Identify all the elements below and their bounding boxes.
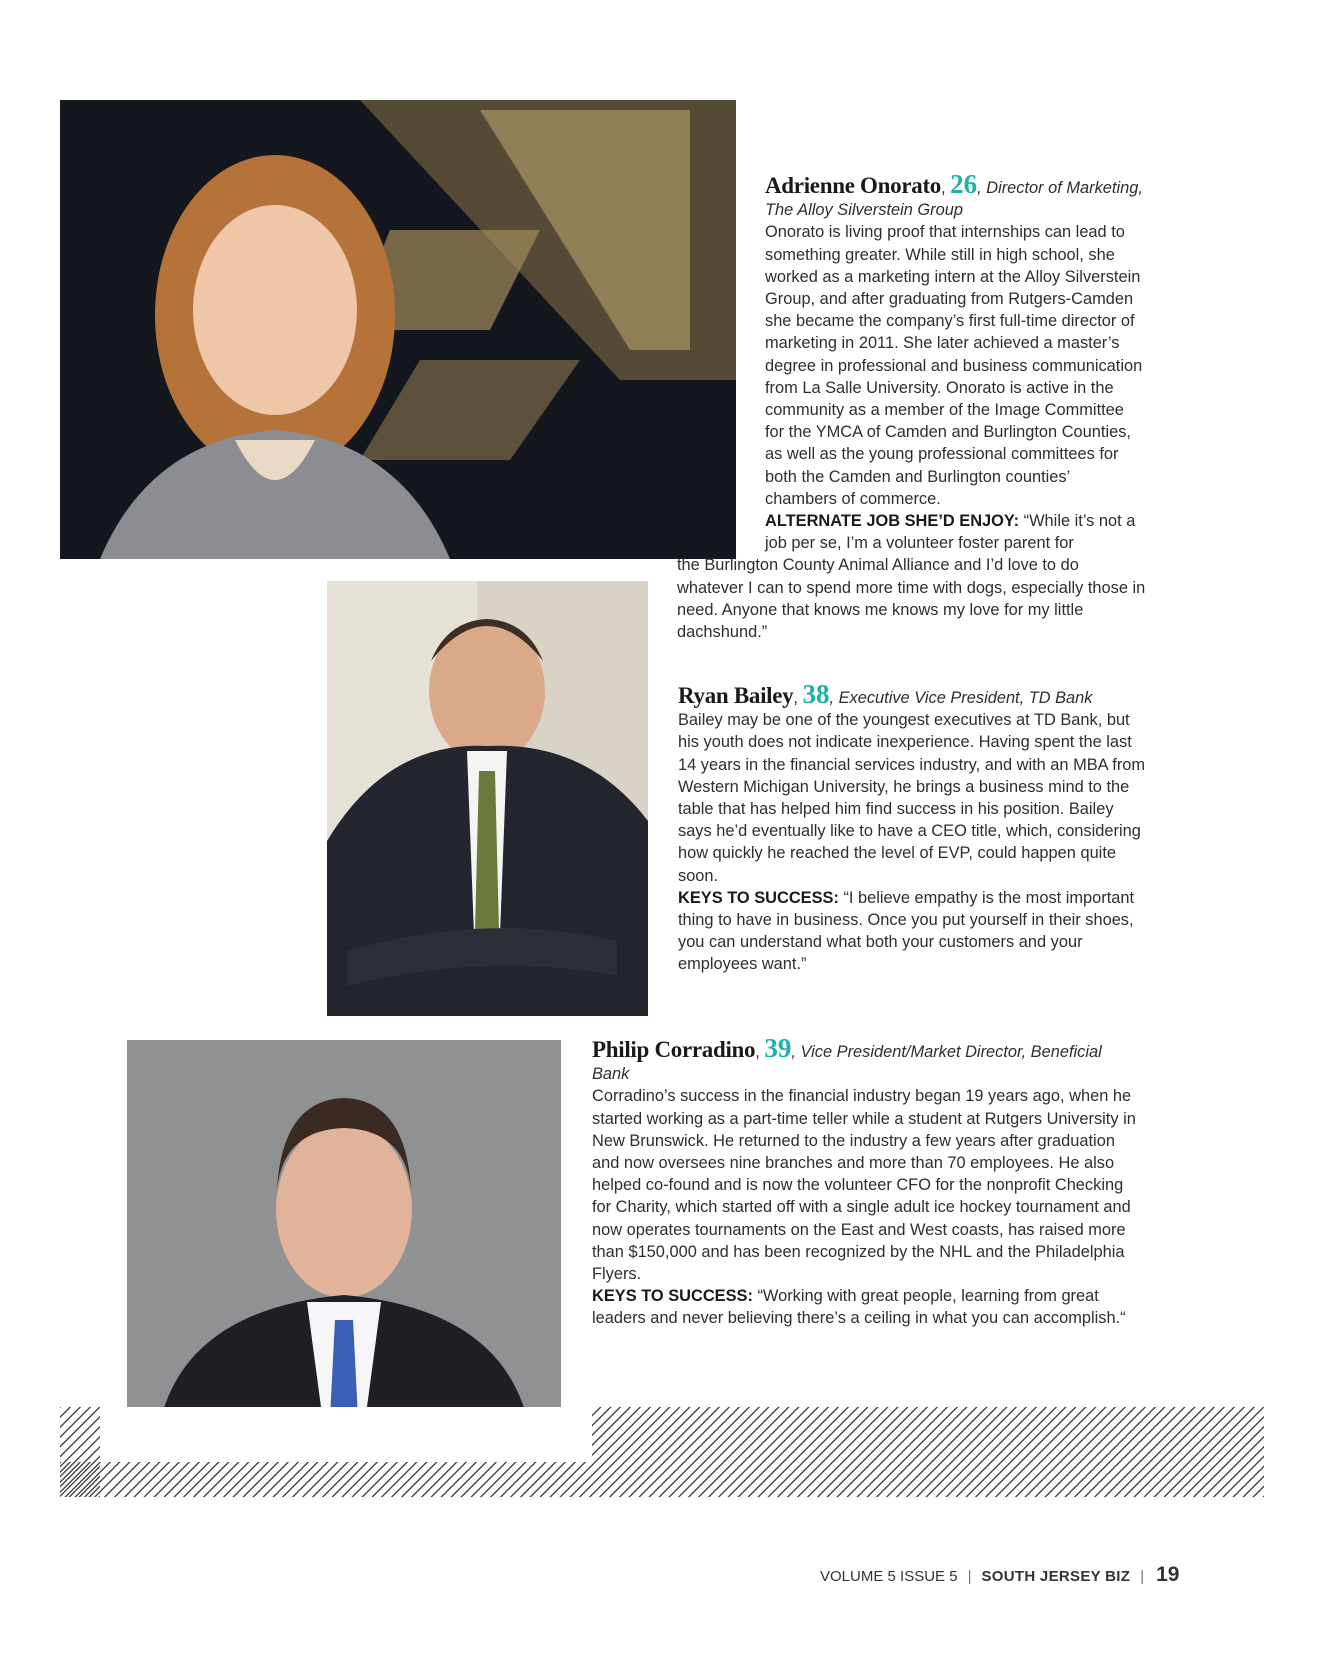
profile-quote: “Working with great people, learning from great leaders and never believing there’s a ceiling in what you can accomplish.“ (592, 1287, 1126, 1328)
hatch-gap (100, 1407, 592, 1462)
profile-age: 26 (950, 169, 978, 199)
profile-age: 38 (802, 679, 830, 709)
profile-quote: “While it’s not a job per se, I’m a volunteer foster parent for (765, 512, 1136, 553)
profile-name: Adrienne Onorato (765, 173, 941, 198)
name-comma: , (793, 689, 798, 707)
magazine-name: SOUTH JERSEY BIZ (981, 1568, 1131, 1585)
profile-bio: Corradino’s success in the financial industry began 19 years ago, when he started working as a part-time teller while a student at Rutgers University in New Brunswick. He returned to the industry a few years after graduation and now oversees nine branches and more than 70 employees. He also helped co-found and is now the volunteer CFO for the nonprofit Checking for Charity, which started off with a single adult ice hockey tournament and now operates tournaments on the East and West coasts, has raised more than $150,000 and has been recognized by the NHL and the Philadelphia Flyers. (592, 1087, 1136, 1284)
profile-kicker: KEYS TO SUCCESS: (592, 1287, 753, 1306)
profile-name: Ryan Bailey (678, 683, 794, 708)
name-comma: , (941, 179, 946, 197)
page-footer (820, 1563, 1200, 1593)
name-comma: , (755, 1043, 760, 1061)
page-number: 19 (1156, 1563, 1180, 1586)
profile-kicker: ALTERNATE JOB SHE’D ENJOY: (765, 512, 1020, 531)
profile-title: , Vice President/Market Director, Beneficial Bank (592, 1043, 1102, 1084)
issue-info: VOLUME 5 ISSUE 5 (820, 1568, 958, 1585)
profile-quote: “I believe empathy is the most important thing to have in business. Once you put yourself in their shoes, you can understand what both your customers and your employees want.” (678, 888, 1135, 974)
profile-age: 39 (764, 1033, 792, 1063)
profile-ryan-bailey (678, 679, 1146, 976)
profile-adrienne-onorato (677, 169, 1146, 643)
profile-philip-corradino (592, 1033, 1142, 1330)
profile-bio: Bailey may be one of the youngest executives at TD Bank, but his youth does not indicate inexperience. Having spent the last 14 years in the financial services industry, and with an MBA from Western Michigan University, he brings a business mind to the table that has helped him find success in his position. Bailey says he’d eventually like to have a CEO title, which, considering how quickly he reached the level of EVP, could happen quite soon. (678, 711, 1146, 885)
profile-bio: Onorato is living proof that internships can lead to something greater. While still in high school, she worked as a marketing intern at the Alloy Silverstein Group, and after graduating from Rutgers-Camden she became the company’s first full-time director of marketing in 2011. She later achieved a master’s degree in professional and business communication from La Salle University. Onorato is active in the community as a member of the Image Committee for the YMCA of Camden and Burlington Counties, as well as the young professional committees for both the Camden and Burlington counties’ chambers of commerce. (765, 223, 1143, 508)
photo-philip-corradino (127, 1040, 561, 1437)
photo-ryan-bailey (327, 581, 648, 1016)
profile-name: Philip Corradino (592, 1037, 756, 1062)
profile-title: , Director of Marketing, The Alloy Silverstein Group (765, 179, 1143, 220)
footer-separator: | (1140, 1568, 1145, 1585)
profile-quote-continued: the Burlington County Animal Alliance and I’d love to do whatever I can to spend more time with dogs, especially those in need. Anyone that knows me knows my love for my little dachshund.” (677, 556, 1146, 642)
footer-separator: | (967, 1568, 972, 1585)
profile-kicker: KEYS TO SUCCESS: (678, 888, 839, 907)
profile-title: , Executive Vice President, TD Bank (829, 689, 1093, 707)
hatch-pattern-right (592, 1407, 1264, 1497)
photo-adrienne-onorato (60, 100, 736, 559)
